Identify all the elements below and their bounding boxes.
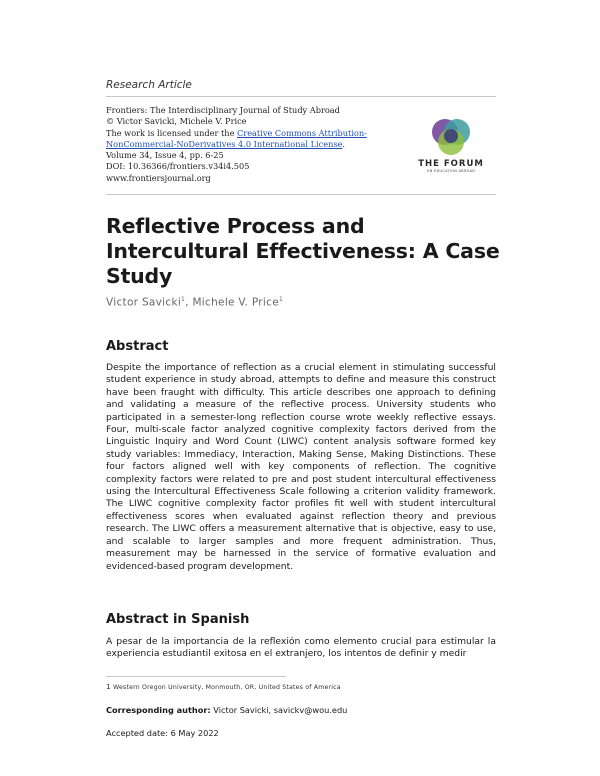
author-list [106, 296, 283, 309]
doi: DOI: 10.36366/frontiers.v34i4.505 [106, 161, 250, 172]
abstract-heading: Abstract [106, 339, 169, 354]
forum-logo [418, 116, 484, 173]
corresponding-value: Victor Savicki, savickv@wou.edu [210, 705, 348, 715]
author-affiliation-marker: 1 [181, 296, 186, 303]
copyright-line: © Victor Savicki, Michele V. Price [106, 116, 247, 127]
header-divider [106, 96, 496, 97]
affiliation-text: Western Oregon University, Monmouth, OR, United States of America [113, 684, 341, 691]
logo-tagline: ON EDUCATION ABROAD [426, 169, 476, 173]
article-title: Reflective Process and Intercultural Effectiveness: A Case Study [106, 214, 500, 288]
abstract-spanish-text: A pesar de la importancia de la reflexión como elemento crucial para estimular la experiencia estudiantil exitosa en el extranjero, los intentos de definir y medir [106, 636, 496, 660]
journal-name: Frontiers: The Interdisciplinary Journal of Study Abroad [106, 105, 340, 115]
author-affiliation-marker: 1 [278, 296, 284, 303]
title-divider [106, 194, 496, 195]
author-name: Victor Savicki [106, 296, 182, 309]
footnote-divider [106, 676, 286, 677]
corresponding-label: Corresponding author: [106, 705, 211, 715]
volume-issue: Volume 34, Issue 4, pp. 6-25 [106, 150, 224, 161]
license-link[interactable]: Creative Commons Attribution-NonCommercial-NoDerivatives 4.0 International License [106, 127, 367, 149]
affiliation-footnote [106, 682, 341, 691]
journal-website: www.frontiersjournal.org [106, 172, 211, 183]
license-prefix: The work is licensed under the [106, 127, 238, 138]
author-name: Michele V. Price [192, 296, 279, 309]
article-type-label: Research Article [106, 79, 192, 91]
abstract-text: Despite the importance of reflection as a crucial element in stimulating successful student experience in study abroad, attempts to define and measure this construct have been fraught with difficulty. This article describes one approach to defining and validating a measure of the reflective process. University students who participated in a semester-long reflection course wrote weekly reflective essays. Four, multi-scale factor analyzed cognitive complexity factors derived from the Linguistic Inquiry and Word Count (LIWC) content analysis software formed key study variables: Immediacy, Interaction, Making Sense, Making Distinctions. These four factors aligned well with key components of reflection. The cognitive complexity factors were related to pre and post student intercultural effectiveness using the Intercultural Effectiveness Scale following a criterion validity framework. The LIWC cognitive complexity factor profiles fit well with student intercultural effectiveness scores when evaluated against reflection theory and previous research. The LIWC offers a measurement alternative that is objective, easy to use, and scalable to larger samples and more frequent administration. Thus, measurement may be harnessed in the service of formative evaluation and evidenced-based program development. [106, 362, 496, 572]
corresponding-author [106, 705, 347, 715]
license-suffix: . [342, 138, 346, 149]
journal-metadata [106, 105, 406, 184]
abstract-spanish-heading: Abstract in Spanish [106, 612, 250, 627]
license-line [106, 128, 406, 151]
accepted-date: Accepted date: 6 May 2022 [106, 728, 219, 738]
footnote-number: 1 [106, 682, 111, 691]
logo-name: THE FORUM [418, 159, 484, 169]
author-separator: , [185, 296, 193, 309]
forum-logo-icon [428, 116, 474, 158]
